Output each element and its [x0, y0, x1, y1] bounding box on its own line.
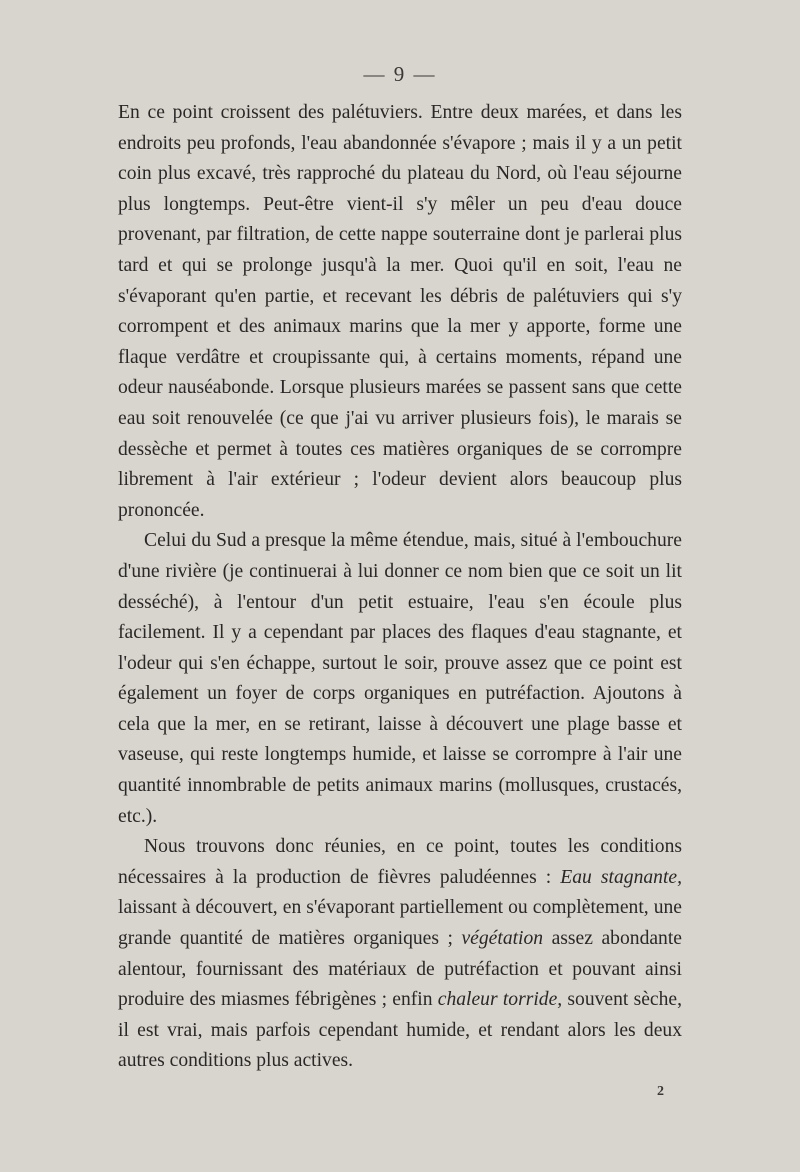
paragraph-1 [118, 98, 682, 526]
paragraph-3-text-c: assez abondante alentour, fournissant des matériaux de putréfaction et pouvant ainsi produire des miasmes fébrigènes ; enfin [118, 928, 682, 1011]
paragraph-3-text-a: Nous trouvons donc réunies, en ce point, toutes les conditions nécessaires à la production de fièvres paludéennes : [118, 836, 682, 888]
paragraph-2 [118, 526, 682, 832]
term-vegetation: végétation [461, 928, 544, 950]
signature-mark: 2 [657, 1084, 664, 1099]
paragraph-3-text-d: souvent sèche, il est vrai, mais parfois cependant humide, et rendant alors les deux autres conditions plus actives. [118, 989, 682, 1072]
term-chaleur-torride: chaleur torride, [437, 989, 563, 1011]
body-text [118, 98, 682, 1077]
paragraph-3 [118, 832, 682, 1077]
page-number: — 9 — [363, 62, 437, 86]
paragraph-2-text: Celui du Sud a presque la même étendue, mais, situé à l'embouchure d'une rivière (je continuerai à lui donner ce nom bien que ce soit un lit desséché), à l'entour d'un petit estuaire, l'eau s'en écoule plus facilement. Il y a cependant par places des flaques d'eau stagnante, et l'odeur qui s'en échappe, surtout le soir, prouve assez que ce point est également un foyer de corps organiques en putréfaction. Ajoutons à cela que la mer, en se retirant, laisse à découvert une plage basse et vaseuse, qui reste longtemps humide, et laisse se corrompre à l'air une quantité innombrable de petits animaux marins (mollusques, crustacés, etc.). [118, 530, 682, 827]
paragraph-1-text: En ce point croissent des palétuviers. Entre deux marées, et dans les endroits peu profonds, l'eau abandonnée s'évapore ; mais il y a un petit coin plus excavé, très rapproché du plateau du Nord, où l'eau séjourne plus longtemps. Peut-être vient-il s'y mêler un peu d'eau douce provenant, par filtration, de cette nappe souterraine dont je parlerai plus tard et qui se prolonge jusqu'à la mer. Quoi qu'il en soit, l'eau ne s'évaporant qu'en partie, et recevant les débris de palétuviers qui s'y corrompent et des animaux marins que la mer y apporte, forme une flaque verdâtre et croupissante qui, à certains moments, répand une odeur nauséabonde. Lorsque plusieurs marées se passent sans que cette eau soit renouvelée (ce que j'ai vu arriver plusieurs fois), le marais se dessèche et permet à toutes ces matières organiques de se corrompre librement à l'air extérieur ; l'odeur devient alors beaucoup plus prononcée. [118, 102, 682, 521]
term-eau-stagnante: Eau stagnante, [560, 866, 682, 888]
paragraph-3-text-b: laissant à découvert, en s'évaporant partiellement ou complètement, une grande quantité de matières organiques ; [118, 897, 682, 950]
